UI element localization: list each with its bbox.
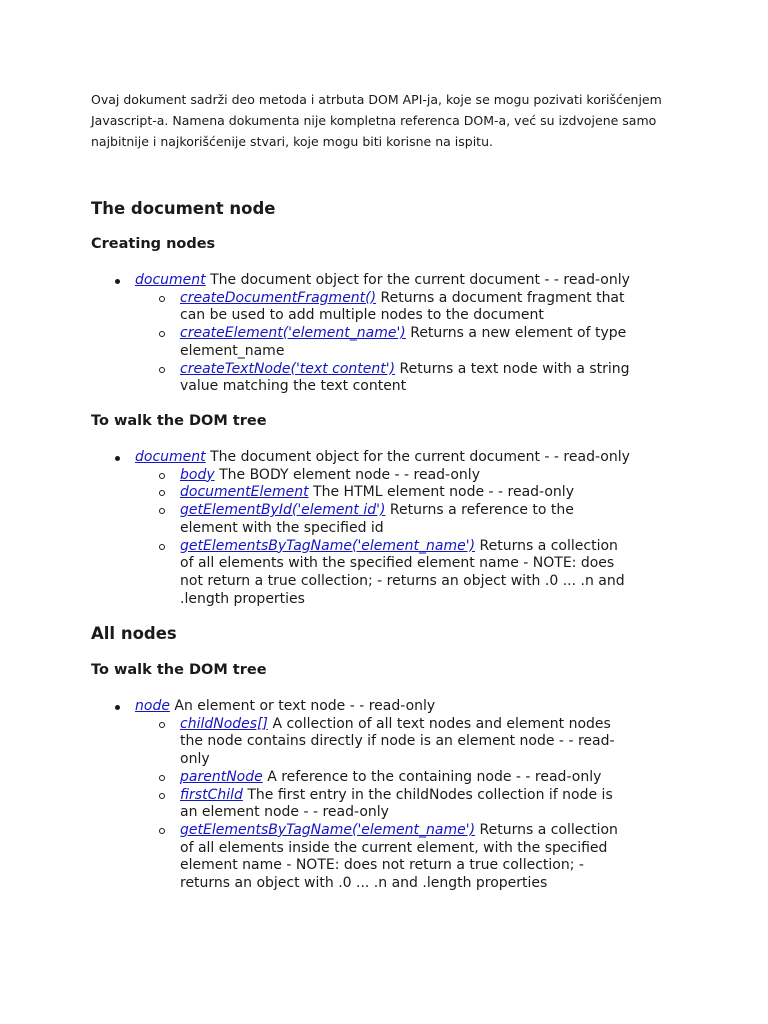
list-item-first-child [135, 787, 630, 822]
api-link-document[interactable]: document [135, 272, 206, 288]
subsection-title-creating-nodes: Creating nodes [91, 236, 216, 252]
api-desc: A reference to the containing node - - read-only [262, 768, 602, 785]
list-item-get-elements-by-tag-name [135, 538, 630, 609]
intro-paragraph: Ovaj dokument sadrži deo metoda i atrbuta DOM API-ja, koje se mogu pozivati korišćenjem Javascript-a. Namena dokumenta nije kompletna referenca DOM-a, već su izdvojene samo najbitnije i najkorišćenije stvari, koje mogu biti korisne na ispitu. [91, 92, 662, 149]
api-link-node[interactable]: node [135, 698, 170, 714]
list-item-child-nodes [135, 716, 630, 769]
list-item-document [91, 449, 691, 608]
walk-dom-tree-list [91, 449, 691, 608]
api-link-child-nodes[interactable]: childNodes[] [180, 715, 268, 732]
api-desc: Returns a document fragment that can be used to add multiple nodes to the document [180, 289, 625, 324]
all-nodes-list [91, 698, 691, 893]
api-link-create-document-fragment[interactable]: createDocumentFragment() [180, 289, 377, 306]
list-item-document [91, 272, 691, 396]
api-desc: An element or text node - - read-only [169, 698, 436, 714]
api-link-get-elements-by-tag-name[interactable]: getElementsByTagName('element_name') [180, 537, 476, 554]
api-desc: The document object for the current document - - read-only [205, 449, 630, 465]
api-link-create-text-node[interactable]: createTextNode('text content') [180, 360, 396, 377]
subsection-title-walk-dom-tree: To walk the DOM tree [91, 662, 267, 678]
api-desc: Returns a reference to the element with the specified id [180, 502, 574, 536]
api-desc: Returns a collection of all elements inside the current element, with the specified element name - NOTE: does not return a true collection; - returns an object with .0 ... .n and .length properties [180, 821, 618, 892]
api-desc: The HTML element node - - read-only [308, 484, 574, 501]
document-properties-list [135, 467, 691, 609]
api-link-parent-node[interactable]: parentNode [180, 768, 263, 785]
list-item-get-element-by-id [135, 502, 630, 537]
api-link-get-elements-by-tag-name[interactable]: getElementsByTagName('element_name') [180, 821, 476, 838]
section-title-document-node: The document node [91, 199, 276, 218]
list-item-body [135, 467, 630, 485]
list-item-parent-node [135, 769, 630, 787]
api-desc: Returns a collection of all elements with the specified element name - NOTE: does not return a true collection; - returns an object with .0 ... .n and .length properties [180, 537, 625, 607]
creating-nodes-list [91, 272, 691, 396]
api-link-document[interactable]: document [135, 449, 206, 465]
api-desc: Returns a new element of type element_name [180, 325, 627, 359]
api-link-get-element-by-id[interactable]: getElementById('element id') [180, 502, 386, 519]
node-properties-list [135, 716, 691, 893]
api-link-first-child[interactable]: firstChild [180, 786, 243, 803]
api-desc: A collection of all text nodes and element nodes the node contains directly if node is an element node - - read-only [180, 715, 615, 768]
list-item-create-document-fragment [135, 290, 630, 325]
list-item-node [91, 698, 691, 893]
api-desc: The first entry in the childNodes collection if node is an element node - - read-only [180, 786, 613, 821]
list-item-create-element [135, 325, 630, 360]
api-desc: The document object for the current document - - read-only [205, 272, 630, 288]
list-item-get-elements-by-tag-name [135, 822, 630, 893]
api-desc: Returns a text node with a string value matching the text content [180, 360, 630, 395]
list-item-create-text-node [135, 361, 630, 396]
subsection-title-walk-dom-tree: To walk the DOM tree [91, 413, 267, 429]
section-title-all-nodes: All nodes [91, 624, 177, 643]
api-link-document-element[interactable]: documentElement [180, 484, 309, 501]
document-methods-list [135, 290, 691, 396]
list-item-document-element [135, 484, 630, 502]
api-desc: The BODY element node - - read-only [214, 466, 480, 483]
api-link-body[interactable]: body [180, 466, 215, 483]
api-link-create-element[interactable]: createElement('element_name') [180, 325, 406, 342]
